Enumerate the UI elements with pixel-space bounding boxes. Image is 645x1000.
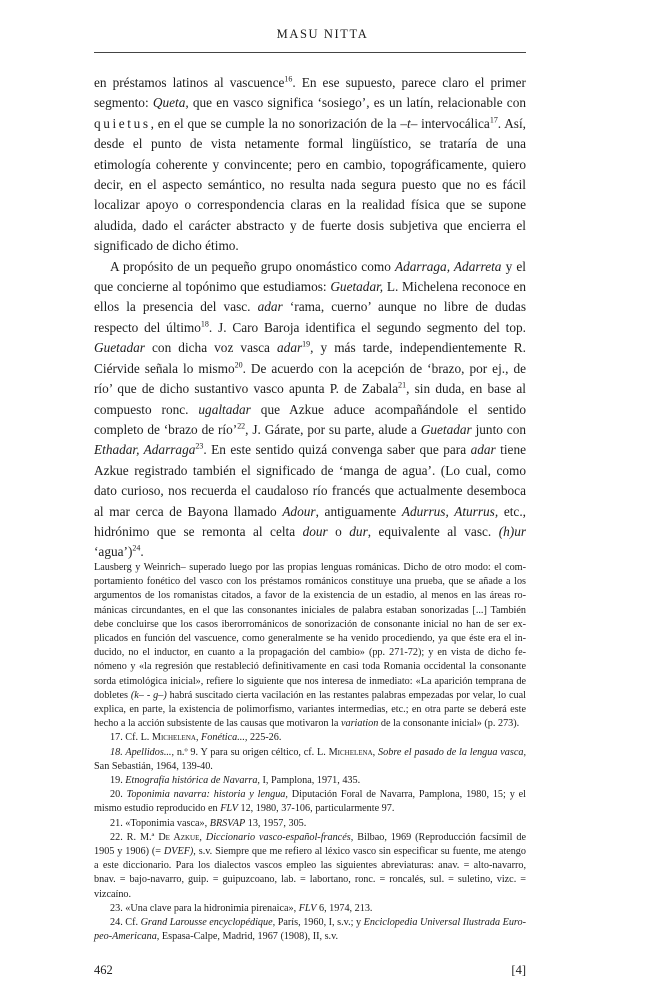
- italic-term: Guetadar,: [330, 279, 384, 295]
- text: 12, 1980, 37-106, particularmente 97.: [237, 803, 395, 815]
- text: 24. Cf.: [110, 917, 141, 929]
- italic-term: adar: [257, 299, 283, 315]
- text: . En ese supuesto, parece claro el primer segmento:: [94, 75, 526, 111]
- text: 13, 1957, 305.: [245, 817, 307, 829]
- text: 6, 1974, 213.: [316, 902, 373, 914]
- text: junto con: [471, 421, 526, 437]
- italic-term: Adarraga, Adarreta: [394, 258, 502, 274]
- footnote-ref-24[interactable]: 24: [132, 543, 141, 553]
- italic-term: –t–: [400, 115, 418, 131]
- text: n.º 9. Y para su origen céltico, cf. L.: [174, 746, 329, 758]
- text: , en el que se cumple la no sonorización de la: [150, 115, 401, 131]
- italic-title: Sobre el pasado de la lengua vasca,: [378, 746, 527, 758]
- footnote-18: [94, 746, 526, 774]
- italic-title: DVEF),: [163, 846, 196, 858]
- footnote-24: [94, 916, 526, 944]
- footnote-19: [94, 774, 526, 788]
- text: que en vasco significa ‘sosiego’, es un latín, relacionable con: [188, 95, 526, 111]
- italic-title: 18. Apellidos...,: [110, 746, 175, 758]
- italic-title: Etnografía histórica de Navarra,: [125, 775, 260, 787]
- italic-term: variation: [340, 718, 379, 730]
- text: A propósito de un pequeño grupo onomástico como: [110, 258, 395, 274]
- italic-term: adar: [470, 442, 496, 458]
- text: ,: [199, 831, 206, 843]
- italic-title: Toponimia navarra: historia y lengua,: [126, 789, 288, 801]
- footnote-ref-21[interactable]: 21: [398, 380, 407, 390]
- footnotes: [94, 561, 526, 944]
- page-number: 462: [94, 963, 113, 977]
- italic-title: Grand Larousse encyclopédique,: [140, 917, 276, 929]
- author-name: Michelena: [151, 732, 196, 744]
- italic-term: (k– - g–): [130, 689, 167, 701]
- footnote-20: [94, 788, 526, 816]
- italic-term: Adour: [282, 503, 316, 519]
- italic-term: Ethadar, Adarraga: [94, 442, 196, 458]
- text: L. Michelena reconoce en ellos la presencia del vasc.: [94, 279, 526, 315]
- author-name: De Azkue: [158, 831, 200, 843]
- italic-term: dur: [349, 523, 368, 539]
- footnote-ref-19[interactable]: 19: [302, 339, 311, 349]
- text: . Así, desde el punto de vista netamente formal lingüístico, se trataría de una etimología coherente y convincente; pero en cambio, topográficamente, quiero decir, en el aspecto semántico, no resulta nada segura puesto que no es fácil localizar apoyo o correspondencia claras en la realidad física que se supone aludida, dado el carácter abstracto y de fuerte dosis subjetiva que encierra el significado de dicho étimo.: [94, 115, 526, 254]
- footnote-ref-17[interactable]: 17: [489, 115, 498, 125]
- text: 22. R. M.ª: [110, 831, 159, 843]
- text: habrá suscitado cierta vacilación en las restantes palabras empezadas por velar, lo cual explica, en parte, la existencia de polimorfismo, variantes intermedias, etc.; en otra parte se deberá este hecho a la acción subsistente de las causas que motivaron la: [94, 689, 527, 730]
- footnote-23: [94, 902, 526, 916]
- running-header: MASU NITTA: [276, 27, 369, 41]
- italic-term: adar: [277, 340, 303, 356]
- text: 21. «Toponimia vasca»,: [110, 817, 210, 829]
- text: que Azkue aduce acompañándole el sentido completo de ‘brazo de río’: [94, 401, 526, 437]
- main-text: [94, 73, 526, 563]
- text: o: [327, 523, 350, 539]
- text: intervocálica: [417, 115, 490, 131]
- italic-title: Diccionario vasco-español-francés,: [205, 831, 354, 843]
- text: , equivalente al vasc.: [367, 523, 499, 539]
- author-name: Michelena: [328, 746, 373, 758]
- text: 17. Cf. L.: [110, 732, 152, 744]
- text: 20.: [110, 789, 127, 801]
- italic-title: FLV: [220, 803, 238, 815]
- text: I, Pamplona, 1971, 435.: [259, 775, 361, 787]
- text: . De acuerdo con la acepción de ‘brazo, por ej., de río’ que de dicho sustantivo vasco apunta P. de Zabala: [94, 360, 526, 397]
- italic-term: Adurrus, Aturrus,: [401, 503, 499, 519]
- text: y el que concierne al topónimo que estudiamos:: [94, 258, 526, 295]
- italic-term: Guetadar: [94, 340, 145, 356]
- text: 225-26.: [247, 732, 282, 744]
- paragraph-1: [94, 73, 526, 257]
- text: etc., hidrónimo que se remonta al celta: [94, 503, 526, 539]
- text: ,: [195, 732, 202, 744]
- text: s.v. Siempre que me refiero al léxico vasco sin especificar su fuente, me atengo a este diccionario. Para los dialectos vascos empleo las siguientes abreviaturas: anav. = alto-navarro, bnav. = bajo-navarro, guip. = guipuzcoano, lab. = labortano, ronc. = roncalés, sul. = suletino, vizc. = vizcaíno.: [94, 846, 526, 900]
- text: Lausberg y Weinrich– superado luego por las propias lenguas románicas. Dicho de otro modo: el comportamiento fonético del vasco con los préstamos románicos constituye una prueba, que se añade a los argumentos de los romanistas citados, a favor de la existencia de un estadio, al menos en las áreas románicas circundantes, en el que las consonantes iniciales de palabra estaban sonorizadas [...] También debe concluirse que los casos iberorrománicos de sonorización de consonante inicial no han de ser explicados en función del vascuence, como generalmente se ha venido procediendo, ya que éste era el inducido, no el inductor, en cuanto a la propagación del cambio» (pp. 271-72); y en vista de dicho fenómeno y «la regresión que restableció definitivamente en casi toda Romania occidental la consonante sorda etimológica inicial», refiere lo siguiente que nos interesa de inmediato: «La aparición temprana de dobletes: [94, 562, 526, 701]
- text: Espasa-Calpe, Madrid, 1967 (1908), II, s.v.: [159, 931, 339, 943]
- italic-term: dour: [302, 523, 328, 539]
- text: 19.: [110, 775, 126, 787]
- text: Bilbao, 1969 (Reproducción facsímil de 1905 y 1906) (=: [94, 831, 527, 858]
- text: de la consonante inicial» (p. 273).: [378, 718, 520, 730]
- italic-title: Fonética...,: [201, 732, 248, 744]
- footnote-continuation: [94, 561, 526, 731]
- text: , J. Gárate, por su parte, alude a: [245, 421, 421, 437]
- italic-term: (h)ur: [498, 523, 527, 539]
- section-marker: [4]: [511, 963, 526, 977]
- text: Diputación Foral de Navarra, Pamplona, 1980, 15; y el mismo estudio reproducido en: [94, 789, 527, 815]
- header-rule: [94, 52, 526, 53]
- footnote-ref-20[interactable]: 20: [234, 360, 243, 370]
- text: . En este sentido quizá convenga saber que para: [203, 442, 471, 458]
- text: , y más tarde, independientemente R. Ciérvide señala lo mismo: [94, 340, 526, 376]
- text: , antiguamente: [315, 503, 402, 519]
- text: ‘agua’): [94, 544, 133, 560]
- text: París, 1960, I, s.v.; y: [275, 917, 364, 929]
- footnote-ref-22[interactable]: 22: [237, 421, 246, 431]
- footnote-21: [94, 817, 526, 831]
- text: tiene Azkue registrado también el significado de ‘manga de agua’. (Lo cual, como dato curioso, nos recuerda el caudaloso río francés que actualmente desemboca al mar cerca de Bayona llamado: [94, 442, 526, 519]
- footnote-ref-23[interactable]: 23: [195, 441, 204, 451]
- text: 23. «Una clave para la hidronimia pirenaica»,: [110, 902, 299, 914]
- text: .: [140, 544, 144, 560]
- italic-title: Enciclopedia Universal Ilustrada Europeo-Americana,: [94, 917, 527, 943]
- text: ,: [372, 746, 379, 758]
- italic-term: Queta,: [152, 95, 189, 111]
- footnote-17: [94, 731, 526, 745]
- paragraph-2: [94, 257, 526, 563]
- italic-term: Guetadar: [420, 421, 472, 437]
- italic-title: FLV: [298, 902, 317, 914]
- footnote-ref-18[interactable]: 18: [200, 319, 209, 329]
- text: , sin duda, en base al compuesto ronc.: [94, 381, 526, 417]
- italic-term: ugaltadar: [198, 401, 251, 417]
- text: con dicha voz vasca: [144, 340, 278, 356]
- footnote-22: [94, 831, 526, 902]
- text: ‘rama, cuerno’ aunque no libre de dudas respecto del último: [94, 299, 526, 335]
- spaced-term: quietus: [94, 115, 151, 131]
- footnote-ref-16[interactable]: 16: [284, 74, 293, 84]
- text: . J. Caro Baroja identifica el segundo segmento del top.: [208, 319, 526, 335]
- text: San Sebastián, 1964, 139-40.: [94, 760, 213, 772]
- italic-title: BRSVAP: [209, 817, 246, 829]
- text: en préstamos latinos al vascuence: [94, 75, 285, 90]
